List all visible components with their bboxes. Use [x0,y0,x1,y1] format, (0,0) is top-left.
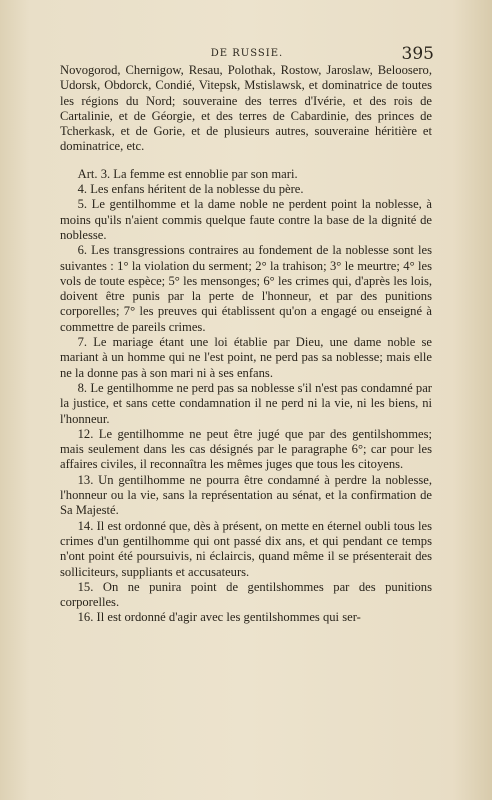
paragraph-article-13: 13. Un gentilhomme ne pourra être condamné à perdre la noblesse, l'honneur ou la vie, sans la représentation au sénat, et la confirmation de Sa Majesté. [60,472,432,518]
paragraph-article-3: Art. 3. La femme est ennoblie par son mari. [77,166,298,181]
paragraph-article-8: 8. Le gentilhomme ne perd pas sa noblesse s'il n'est pas condamné par la justice, et sans cette condamnation il ne perd ni la vie, ni les biens, ni l'honneur. [60,380,432,426]
paragraph-article-14: 14. Il est ordonné que, dès à présent, on mette en éternel oubli tous les crimes d'un gentilhomme qui ont passé dix ans, et qui pendant ce temps n'ont point été poursuivis, ni éclaircis, quand même il se présenterait des solliciteurs, suppliants et accusateurs. [60,518,432,579]
paragraph-article-15: 15. On ne punira point de gentilshommes par des punitions corporelles. [60,579,432,610]
page-number: 395 [401,44,434,64]
page-header [60,44,434,64]
page-body [60,63,432,626]
paragraph-title-continuation: Novogorod, Chernigow, Resau, Polothak, Rostow, Jaroslaw, Beloosero, Udorsk, Obdorck, Condié, Vitepsk, Mstislawsk, et dominatrice de toutes les régions du Nord; souveraine des terres d'Ivérie, et des rois de Cartalinie, et de Géorgie, et des terres de Cabardinie, des princes de Tcherkask, et de Gorie, et de plusieurs autres, souveraine héritière et dominatrice, etc. [60,63,432,154]
running-head: DE RUSSIE. [210,48,284,59]
paragraph-article-16: 16. Il est ordonné d'agir avec les gentilshommes qui ser- [77,610,361,625]
paragraph-article-4: 4. Les enfans héritent de la noblesse du père. [77,182,304,197]
paragraph-article-12: 12. Le gentilhomme ne peut être jugé que par des gentilshommes; mais seulement dans les cas désignés par le paragraphe 6°; car pour les affaires civiles, il reconnaîtra les mêmes juges que tous les citoyens. [60,426,432,472]
paragraph-article-6: 6. Les transgressions contraires au fondement de la noblesse sont les suivantes : 1° la violation du serment; 2° la trahison; 3° le meurtre; 4° les vols de toute espèce; 5° les mensonges; 6° les crimes qui, d'après les lois, doivent être punis par la perte de l'honneur, et par des punitions corporelles; 7° les preuves qui établissent qu'on a engagé ou enseigné à commettre de pareils crimes. [60,243,432,334]
paragraph-article-7: 7. Le mariage étant une loi établie par Dieu, une dame noble se mariant à un homme qui ne l'est point, ne perd pas sa noblesse; mais elle ne la donne pas à son mari ni à ses enfans. [60,335,432,380]
paragraph-article-5: 5. Le gentilhomme et la dame noble ne perdent point la noblesse, à moins qu'ils n'aient commis quelque faute contre la base de la dignité de noblesse. [60,197,432,242]
